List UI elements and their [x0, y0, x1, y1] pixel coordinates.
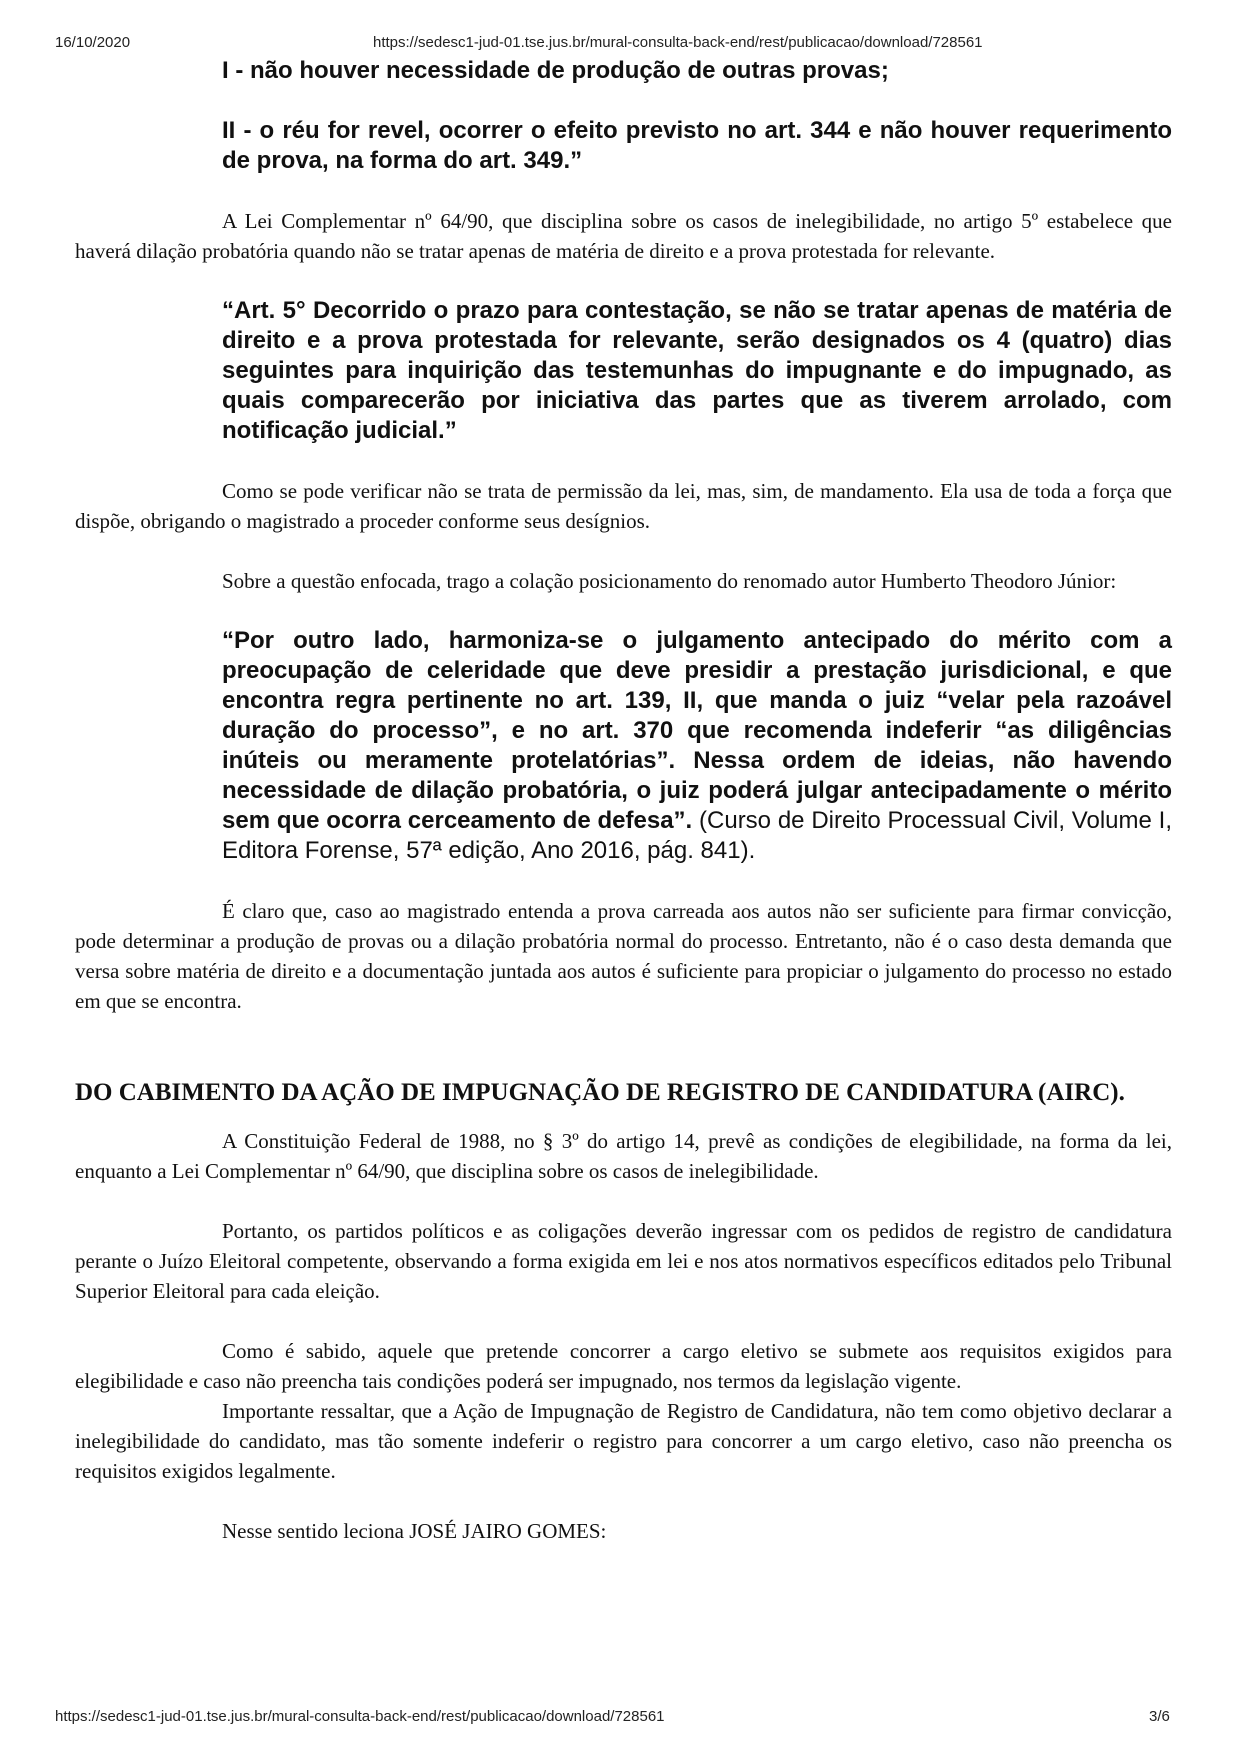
quote-item-ii: II - o réu for revel, ocorrer o efeito previsto no art. 344 e não houver requerimento de prova, na forma do art. 349.”: [222, 117, 1172, 174]
paragraph-jose-jairo-gomes: Nesse sentido leciona JOSÉ JAIRO GOMES:: [222, 1519, 607, 1543]
paragraph-lc-64-90: A Lei Complementar nº 64/90, que disciplina sobre os casos de inelegibilidade, no artigo 5º estabelece que haverá dilação probatória quando não se tratar apenas de matéria de direito e a prova protestada for relevante.: [75, 209, 1172, 263]
header-url: https://sedesc1-jud-01.tse.jus.br/mural-consulta-back-end/rest/publicacao/download/728561: [373, 34, 983, 51]
section-heading: DO CABIMENTO DA AÇÃO DE IMPUGNAÇÃO DE REGISTRO DE CANDIDATURA (AIRC).: [75, 1079, 1125, 1106]
quote-humberto-theodoro: [222, 626, 1172, 866]
paragraph-como-e-sabido: Como é sabido, aquele que pretende concorrer a cargo eletivo se submete aos requisitos exigidos para elegibilidade e caso não preencha tais condições poderá ser impugnado, nos termos da legislação vigente.: [75, 1339, 1172, 1393]
paragraph-humberto-theodoro: Sobre a questão enfocada, trago a colação posicionamento do renomado autor Humberto Theodoro Júnior:: [222, 569, 1117, 593]
paragraph-prova-carreada: É claro que, caso ao magistrado entenda a prova carreada aos autos não ser suficiente para firmar convicção, pode determinar a produção de provas ou a dilação probatória normal do processo. Entretanto, não é o caso desta demanda que versa sobre matéria de direito e a documentação juntada aos autos é suficiente para propiciar o julgamento do processo no estado em que se encontra.: [75, 899, 1172, 1013]
paragraph-importante-ressaltar: Importante ressaltar, que a Ação de Impugnação de Registro de Candidatura, não tem como objetivo declarar a inelegibilidade do candidato, mas tão somente indeferir o registro para concorrer a um cargo eletivo, caso não preencha os requisitos exigidos legalmente.: [75, 1399, 1172, 1483]
paragraph-mandamento: Como se pode verificar não se trata de permissão da lei, mas, sim, de mandamento. Ela usa de toda a força que dispõe, obrigando o magistrado a proceder conforme seus desígnios.: [75, 479, 1172, 533]
document-body: [75, 56, 1172, 1546]
footer-url: https://sedesc1-jud-01.tse.jus.br/mural-consulta-back-end/rest/publicacao/download/728561: [55, 1708, 665, 1725]
header-date: 16/10/2020: [55, 34, 131, 51]
quote-citation: (Curso de Direito Processual Civil, Volume I, Editora Forense, 57ª edição, Ano 2016, pág. 841).: [222, 807, 1172, 864]
quote-item-i: I - não houver necessidade de produção de outras provas;: [222, 57, 889, 84]
footer-page-number: 3/6: [1149, 1708, 1170, 1725]
paragraph-partidos: Portanto, os partidos políticos e as coligações deverão ingressar com os pedidos de registro de candidatura perante o Juízo Eleitoral competente, observando a forma exigida em lei e nos atos normativos específicos editados pelo Tribunal Superior Eleitoral para cada eleição.: [75, 1219, 1172, 1303]
quote-text: “Por outro lado, harmoniza-se o julgamento antecipado do mérito com a preocupação de celeridade que deve presidir a prestação jurisdicional, e que encontra regra pertinente no art. 139, II, que manda o juiz “velar pela razoável duração do processo”, e no art. 370 que recomenda indeferir “as diligências inúteis ou meramente protelatórias”. Nessa ordem de ideias, não havendo necessidade de dilação probatória, o juiz poderá julgar antecipadamente o mérito sem que ocorra cerceamento de defesa”.: [222, 627, 1172, 834]
paragraph-constituicao: A Constituição Federal de 1988, no § 3º do artigo 14, prevê as condições de elegibilidade, na forma da lei, enquanto a Lei Complementar nº 64/90, que disciplina sobre os casos de inelegibilidade.: [75, 1129, 1172, 1183]
quote-art-5: “Art. 5° Decorrido o prazo para contestação, se não se tratar apenas de matéria de direito e a prova protestada for relevante, serão designados os 4 (quatro) dias seguintes para inquirição das testemunhas do impugnante e do impugnado, as quais comparecerão por iniciativa das partes que as tiverem arrolado, com notificação judicial.”: [222, 297, 1172, 444]
